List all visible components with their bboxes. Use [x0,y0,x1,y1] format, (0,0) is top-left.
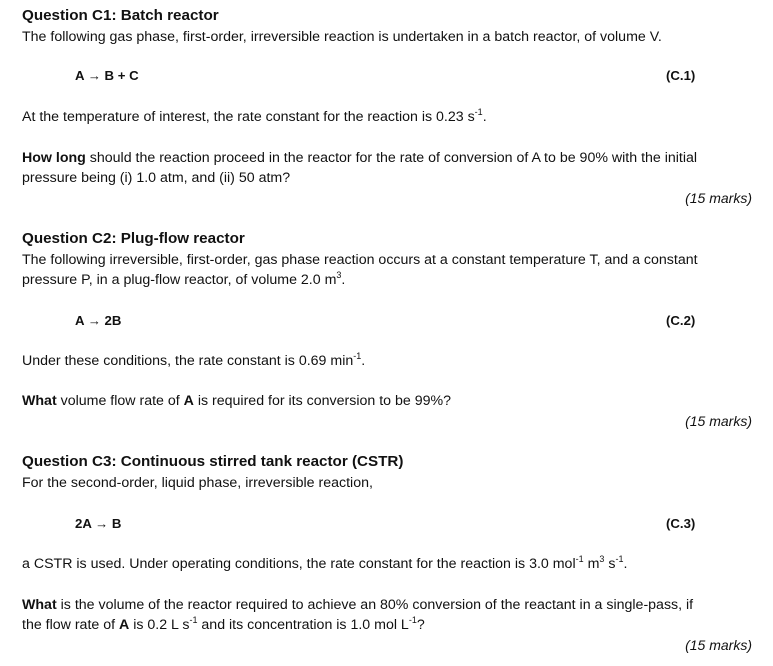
c1-intro: The following gas phase, first-order, irreversible reaction is undertaken in a batch reactor, of volume V. [22,29,662,45]
c3-question-line2: the flow rate of A is 0.2 L $s^{-1}$ and its concentration is 1.0 mol $L^{-1}$? [22,615,425,633]
c1-equation-number: (C.1) [666,68,696,83]
c2-intro: The following irreversible, first-order, gas phase reaction occurs at a constant temperature T, and a constant [22,252,698,268]
c2-question: What volume flow rate of A is required for its conversion to be 99%? [22,393,451,409]
c3-equation: 2A → B [75,516,122,531]
c3-question: What is the volume of the reactor required to achieve an 80% conversion of the reactant in a single-pass, if [22,597,694,613]
c3-intro: For the second-order, liquid phase, irreversible reaction, [22,475,373,491]
c1-equation: A → B + C [75,68,139,83]
c1-question: How long should the reaction proceed in the reactor for the rate of conversion of A to be 90% with the initial [22,150,698,166]
c1-marks: (15 marks) [685,190,752,206]
c2-rate-statement: Under these conditions, the rate constant is 0.69 $\min^{-1}$. [22,351,366,369]
c3-marks: (15 marks) [685,637,752,653]
c2-equation: A → 2B [75,313,122,328]
c3-rate-statement: a CSTR is used. Under operating conditions, the rate constant for the reaction is 3.0 mol$^{-1}$ $m^3$ $s^{-1}$. [22,554,628,572]
c2-marks: (15 marks) [685,413,752,429]
c1-question-line2: pressure being (i) 1.0 atm, and (ii) 50 atm? [22,170,291,186]
c2-title: Question C2: Plug-flow reactor [22,230,245,247]
c1-rate-statement: At the temperature of interest, the rate constant for the reaction is 0.23 $s^{-1}$. [22,107,487,125]
c3-title: Question C3: Continuous stirred tank reactor (CSTR) [22,453,404,470]
c2-intro-line2: pressure P, in a plug-flow reactor, of volume 2.0 $m^3$. [22,270,346,288]
c2-equation-number: (C.2) [666,313,696,328]
c1-title: Question C1: Batch reactor [22,7,219,24]
c3-equation-number: (C.3) [666,516,696,531]
